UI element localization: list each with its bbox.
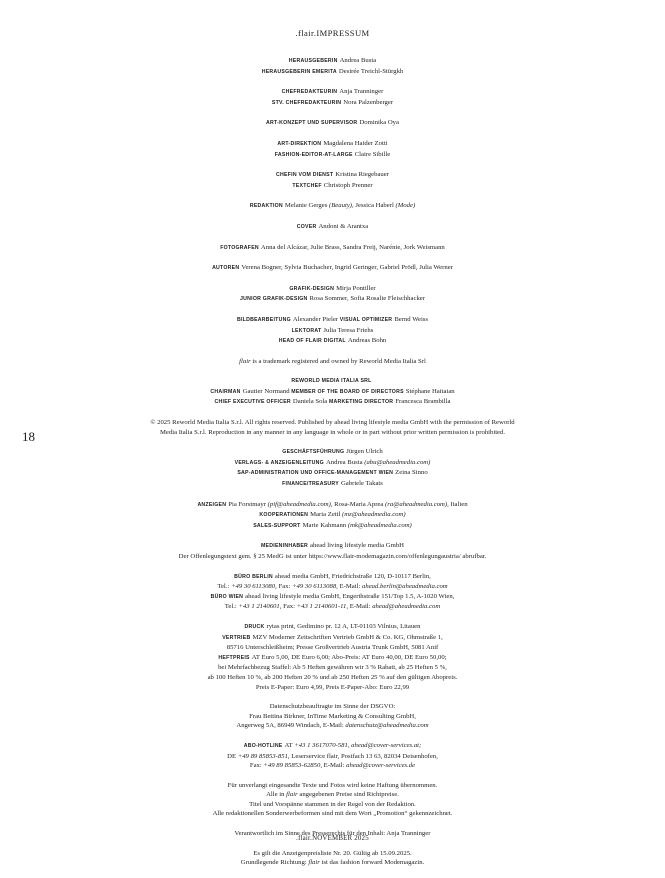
credit-value: 85716 Unterschleißheim; Presse Großvertrieb Austria Trunk GmbH, 5081 Anif bbox=[226, 644, 439, 652]
credit-line bbox=[90, 315, 575, 326]
credit-label: ABO-HOTLINE bbox=[243, 742, 283, 749]
credit-value-italic: ahead.berlin@aheadmedia.com bbox=[362, 583, 448, 591]
credit-value: Desirée Treichl-Stürgkh bbox=[338, 67, 404, 75]
credit-value: Marie Kahmann bbox=[302, 521, 348, 529]
credit-value: Alle redaktionellen Sonderwerbeformen sind mit dem Wort „Promotion“ gekennzeichnet. bbox=[212, 810, 453, 818]
credit-value: Christoph Prenner bbox=[323, 181, 373, 189]
credit-value: Dominika Oya bbox=[359, 119, 399, 127]
credit-label: CHAIRMAN bbox=[210, 388, 241, 395]
credit-value: ahead living lifestyle media GmbH, Engerthstraße 151/Top 1.5, A-1020 Wien, bbox=[245, 592, 455, 600]
credit-line bbox=[90, 582, 575, 592]
credit-label: TEXTCHEF bbox=[292, 182, 322, 189]
credit-label: HEFTPREIS bbox=[218, 654, 250, 661]
credit-value: © 2025 Reworld Media Italia S.r.l. All rights reserved. Published by ahead living lifestyle media GmbH with the permission of Reworld bbox=[150, 419, 515, 427]
credit-line bbox=[90, 181, 575, 192]
credit-block bbox=[90, 781, 575, 819]
credit-value: Andrea Busta bbox=[325, 458, 365, 466]
credit-value: Der Offenlegungstext gem. § 25 MedG ist unter https://www.flair-modemagazin.com/offenlegungaustria/ abrufbar. bbox=[178, 553, 487, 560]
credit-value-italic: (abu@aheadmedia.com) bbox=[364, 458, 431, 466]
credit-value: is a trademark registered and owned by Reworld Media Italia Srl bbox=[250, 357, 426, 365]
credit-value: Rosa Sommer, Sofia Rosalie Fleischhacker bbox=[309, 295, 425, 303]
credit-line bbox=[90, 849, 575, 859]
credit-block bbox=[90, 500, 575, 532]
credit-line bbox=[90, 633, 575, 644]
credit-value-italic: flair bbox=[239, 357, 251, 365]
credit-block bbox=[90, 201, 575, 212]
credit-line bbox=[90, 201, 575, 212]
credit-line bbox=[90, 761, 575, 771]
credit-value: Anja Tranninger bbox=[339, 88, 384, 96]
credit-line bbox=[90, 702, 575, 712]
credit-line bbox=[90, 721, 575, 731]
credit-value: DE bbox=[227, 752, 238, 760]
credit-value: , Jessica Haberl bbox=[352, 202, 396, 210]
credit-label: FOTOGRAFEN bbox=[220, 244, 259, 251]
credit-value: Nora Palzenberger bbox=[343, 98, 394, 106]
credit-line bbox=[90, 809, 575, 819]
credit-value-italic: flair bbox=[308, 859, 320, 867]
credit-value-italic: +43 1 3617070-581 bbox=[294, 741, 348, 749]
credit-line bbox=[90, 500, 575, 511]
credit-value-italic: ahead@cover-services.at; bbox=[351, 741, 422, 749]
credit-line bbox=[90, 712, 575, 722]
credit-value: Pia Forstmayr bbox=[228, 500, 268, 508]
credit-value: Verantwortlich im Sinne des Presserechts für den Inhalt: Anja Tranninger bbox=[234, 830, 431, 838]
page-number: 18 bbox=[22, 429, 35, 444]
credit-line bbox=[90, 510, 575, 521]
credit-block bbox=[90, 541, 575, 561]
credit-block bbox=[90, 849, 575, 868]
credit-label: HERAUSGEBERIN EMERITA bbox=[261, 68, 337, 75]
impressum-body bbox=[90, 56, 575, 878]
credit-label: KOOPERATIONEN bbox=[259, 512, 309, 519]
credit-value-italic: ahead@aheadmedia.com bbox=[372, 603, 441, 611]
credit-value-italic: +49 30 6113088 bbox=[292, 583, 337, 591]
credit-label: JUNIOR GRAFIK-DESIGN bbox=[240, 296, 308, 303]
credit-line bbox=[90, 263, 575, 274]
credit-value-italic: flair bbox=[286, 791, 298, 799]
credit-label: ART-KONZEPT UND SUPERVISOR bbox=[266, 120, 358, 127]
credit-label: FASHION-EDITOR-AT-LARGE bbox=[274, 151, 353, 158]
credit-value: Stéphane Haitaian bbox=[405, 387, 455, 395]
credit-value: Julia Teresa Friehs bbox=[323, 326, 374, 334]
credit-value: Alexander Pieler bbox=[292, 315, 340, 323]
credit-line bbox=[90, 170, 575, 181]
credit-value: Gabriele Takats bbox=[340, 480, 383, 488]
credit-line bbox=[90, 790, 575, 800]
credit-value: Preis E-Paper: Euro 4,99, Preis E-Paper-Abo: Euro 22,99 bbox=[255, 683, 410, 691]
credit-block bbox=[90, 263, 575, 274]
credit-value: Bernd Weiss bbox=[394, 315, 429, 323]
credit-block bbox=[90, 357, 575, 367]
credit-value: Andrea Busta bbox=[339, 57, 377, 64]
credit-value-italic: +49 89 85853-851 bbox=[237, 752, 288, 760]
credit-value: , Fax: bbox=[279, 603, 297, 611]
credit-value: Francesca Brambilla bbox=[395, 398, 451, 406]
credit-label: GRAFIK-DESIGN bbox=[289, 285, 335, 292]
credit-value: , E-Mail: bbox=[320, 762, 347, 770]
credit-line bbox=[90, 458, 575, 469]
credit-label: STV. CHEFREDAKTEURIN bbox=[271, 99, 342, 106]
credit-block bbox=[90, 284, 575, 305]
credit-value: Frau Bettina Birkner, InTime Marketing & Consulting GmbH, bbox=[249, 712, 416, 720]
credit-value: AT bbox=[284, 741, 295, 749]
credit-block bbox=[90, 741, 575, 771]
credit-value: Gautier Normand bbox=[242, 387, 292, 395]
credit-line bbox=[90, 56, 575, 67]
credit-line bbox=[90, 479, 575, 490]
credit-block bbox=[90, 118, 575, 129]
credit-line bbox=[90, 118, 575, 129]
credit-block bbox=[90, 139, 575, 160]
credit-value: , bbox=[347, 741, 352, 749]
credit-value: AT Euro 5,00, DE Euro 6,00; Abo-Preis: AT Euro 40,00, DE Euro 50,00; bbox=[251, 653, 447, 661]
credit-line bbox=[90, 428, 575, 438]
credit-label: ART-DIREKTION bbox=[277, 140, 322, 147]
credit-line bbox=[90, 387, 575, 398]
credit-line bbox=[90, 397, 575, 408]
credit-block bbox=[90, 702, 575, 731]
credit-value: Grundlegende Richtung: bbox=[240, 859, 309, 867]
credit-line bbox=[90, 541, 575, 552]
credit-value: Verena Bogner, Sylvia Buchacher, Ingrid Geringer, Gabriel Prödl, Julia Werner bbox=[241, 264, 453, 272]
credit-line bbox=[90, 222, 575, 233]
credit-label: VERTRIEB bbox=[222, 634, 251, 641]
credit-value-italic: +43 1 2140601 bbox=[238, 603, 280, 611]
credit-value: Alle in bbox=[266, 791, 287, 799]
credit-value: bei Mehrfachbezug Staffel: Ab 5 Heften gewähren wir 3 % Rabatt, ab 25 Heften 5 %, bbox=[218, 664, 447, 672]
credit-label: CHEFIN VOM DIENST bbox=[276, 172, 334, 179]
credit-line bbox=[90, 139, 575, 150]
credit-value: Claire Sibille bbox=[354, 150, 391, 158]
page-footer: .flair.NOVEMBER 2025 bbox=[296, 835, 369, 842]
credit-line bbox=[90, 643, 575, 653]
credit-label: REDAKTION bbox=[249, 203, 283, 210]
credit-line bbox=[90, 150, 575, 161]
credit-value-italic: (mk@aheadmedia.com) bbox=[347, 521, 412, 529]
credit-value-italic: datenschutz@aheadmedia.com bbox=[345, 722, 429, 730]
credit-value: Magdalena Haider Zotti bbox=[323, 139, 388, 147]
credit-block bbox=[90, 222, 575, 233]
credit-value: rytas print, Gedimino pr. 12 A, LT-01103 Vilnius, Litauen bbox=[266, 622, 421, 630]
credit-value: ahead living lifestyle media GmbH bbox=[310, 542, 405, 550]
credit-value: Datenschutzbeauftragte im Sinne der DSGVO: bbox=[269, 703, 396, 711]
credit-value-italic: (pif@aheadmedia.com) bbox=[267, 500, 331, 508]
credit-line bbox=[90, 653, 575, 664]
credit-label: ANZEIGEN bbox=[197, 501, 227, 508]
credit-line bbox=[90, 592, 575, 603]
credit-label: SALES-SUPPORT bbox=[253, 522, 301, 529]
credit-value: Andoni & Arantxa bbox=[318, 222, 369, 230]
credit-line bbox=[90, 294, 575, 305]
credit-line bbox=[90, 663, 575, 673]
credit-line bbox=[90, 447, 575, 458]
credit-label: HERAUSGEBERIN bbox=[288, 58, 338, 64]
credit-value: , Fax: bbox=[275, 583, 293, 591]
credit-line bbox=[90, 521, 575, 532]
credit-label: DRUCK bbox=[244, 623, 265, 630]
credit-line bbox=[90, 98, 575, 109]
credit-block bbox=[90, 376, 575, 408]
credit-value-italic: (Beauty) bbox=[329, 202, 353, 210]
credit-label: MARKETING DIRECTOR bbox=[328, 399, 394, 406]
credit-line bbox=[90, 683, 575, 693]
credit-block bbox=[90, 56, 575, 77]
credit-value: Mirja Pontiller bbox=[336, 284, 376, 292]
credit-value: , Italien bbox=[447, 500, 468, 508]
credit-line bbox=[90, 781, 575, 791]
credit-label: VERLAGS- & ANZEIGENLEITUNG bbox=[234, 459, 324, 466]
credit-label: BILDBEARBEITUNG bbox=[236, 316, 291, 323]
credit-value: MZV Moderner Zeitschriften Vertrieb GmbH & Co. KG, Ohmstraße 1, bbox=[252, 633, 443, 641]
credit-label: MEDIENINHABER bbox=[260, 543, 309, 550]
credit-value: ahead media GmbH, Friedrichstraße 120, D-10117 Berlin, bbox=[274, 572, 431, 580]
credit-value-italic: +43 1 2140601-11 bbox=[296, 603, 347, 611]
credit-value: Es gilt die Anzeigenpreisliste Nr. 20. Gültig ab 15.09.2025. bbox=[253, 849, 412, 857]
credit-line bbox=[90, 552, 575, 562]
credit-label: BÜRO WIEN bbox=[210, 593, 244, 600]
credit-label: GESCHÄFTSFÜHRUNG bbox=[282, 449, 345, 456]
credit-value: Anna del Alcázar, Julie Brass, Sandra Freij, Narénte, Jork Weismann bbox=[260, 243, 445, 251]
credit-block bbox=[90, 170, 575, 191]
credit-line bbox=[90, 336, 575, 347]
credit-block bbox=[90, 315, 575, 347]
credit-value: , Rosa-Maria Aprea bbox=[330, 500, 386, 508]
credit-label: REWORLD MEDIA ITALIA SRL bbox=[291, 378, 372, 385]
credit-value: Titel und Vorspänne stammen in der Regel von der Redaktion. bbox=[249, 800, 416, 808]
credit-label: VISUAL OPTIMIZER bbox=[339, 316, 393, 323]
credit-value: , E-Mail: bbox=[346, 603, 373, 611]
credit-line bbox=[90, 418, 575, 428]
credit-line bbox=[90, 800, 575, 810]
credit-value-italic: (ra@aheadmedia.com) bbox=[385, 500, 448, 508]
credit-value-italic: ahead@cover-services.de bbox=[346, 762, 416, 770]
credit-block bbox=[90, 447, 575, 489]
credit-value: Zeina Sinno bbox=[395, 469, 428, 477]
credit-label: MEMBER OF THE BOARD OF DIRECTORS bbox=[291, 388, 404, 395]
credit-label: CHIEF EXECUTIVE OFFICER bbox=[214, 399, 291, 406]
credit-line bbox=[90, 468, 575, 479]
credit-value: Melanie Gerges bbox=[284, 202, 329, 210]
credit-value: Fax: bbox=[249, 762, 264, 770]
credit-value-italic: (Mode) bbox=[395, 202, 416, 210]
credit-label: AUTOREN bbox=[212, 265, 240, 272]
credit-block bbox=[90, 622, 575, 692]
credit-line bbox=[90, 357, 575, 367]
credit-line bbox=[90, 376, 575, 387]
credit-value: Daniela Sola bbox=[292, 398, 329, 406]
credit-value: Tel.: bbox=[217, 583, 231, 591]
credit-line bbox=[90, 858, 575, 868]
credit-line bbox=[90, 87, 575, 98]
credit-label: HEAD OF FLAIR DIGITAL bbox=[278, 338, 346, 345]
credit-block bbox=[90, 243, 575, 254]
credit-line bbox=[90, 602, 575, 612]
credit-line bbox=[90, 326, 575, 337]
credit-value: , E-Mail: bbox=[336, 583, 362, 591]
credit-line bbox=[90, 284, 575, 295]
credit-value: Tel.: bbox=[224, 603, 239, 611]
credit-label: SAP-ADMINISTRATION UND OFFICE-MANAGEMENT WIEN bbox=[237, 470, 394, 477]
credit-line bbox=[90, 741, 575, 752]
credit-value: Kristina Riegebauer bbox=[335, 171, 389, 179]
credit-value-italic: +49 30 6113080 bbox=[230, 583, 276, 591]
credit-value: , Leserservice flair, Postfach 13 63, 82034 Deisenhofen, bbox=[287, 752, 438, 760]
credit-line bbox=[90, 572, 575, 583]
credit-line bbox=[90, 673, 575, 683]
credit-value-italic: +49 89 85853-62850 bbox=[263, 762, 321, 770]
credit-label: COVER bbox=[296, 223, 317, 230]
credit-value: ist das fashion forward Modemagazin. bbox=[319, 859, 425, 867]
credit-value: Für unverlangt eingesandte Texte und Fotos wird keine Haftung übernommen. bbox=[227, 781, 438, 789]
credit-value: Jürgen Ulrich bbox=[346, 448, 383, 456]
credit-label: BÜRO BERLIN bbox=[234, 573, 273, 580]
credit-value: ab 100 Heften 10 %, ab 200 Heften 20 % und ab 250 Heften 25 % auf den gültigen Abopreis. bbox=[207, 673, 458, 681]
credit-block bbox=[90, 87, 575, 108]
credit-block bbox=[90, 572, 575, 612]
page-title: .flair.IMPRESSUM bbox=[295, 28, 370, 38]
credit-value: Andreas Bohn bbox=[347, 337, 387, 345]
credit-line bbox=[90, 622, 575, 633]
credit-value: angegebenen Preise sind Richtpreise. bbox=[297, 791, 399, 799]
credit-label: FINANCE/TREASURY bbox=[282, 481, 339, 488]
credit-label: LEKTORAT bbox=[291, 327, 322, 334]
credit-value: Maria Zettl bbox=[310, 511, 343, 519]
credit-line bbox=[90, 67, 575, 78]
credit-value-italic: (mz@aheadmedia.com) bbox=[342, 511, 406, 519]
credit-line bbox=[90, 243, 575, 254]
credit-label: CHEFREDAKTEURIN bbox=[281, 89, 338, 96]
credit-value: Media Italia S.r.l. Reproduction in any manner in any language in whole or in part without prior written permission is prohibited. bbox=[159, 428, 506, 436]
credit-line bbox=[90, 752, 575, 762]
credit-value: Angerweg 5A, 86949 Windach, E-Mail: bbox=[236, 722, 346, 730]
credit-block bbox=[90, 418, 575, 437]
